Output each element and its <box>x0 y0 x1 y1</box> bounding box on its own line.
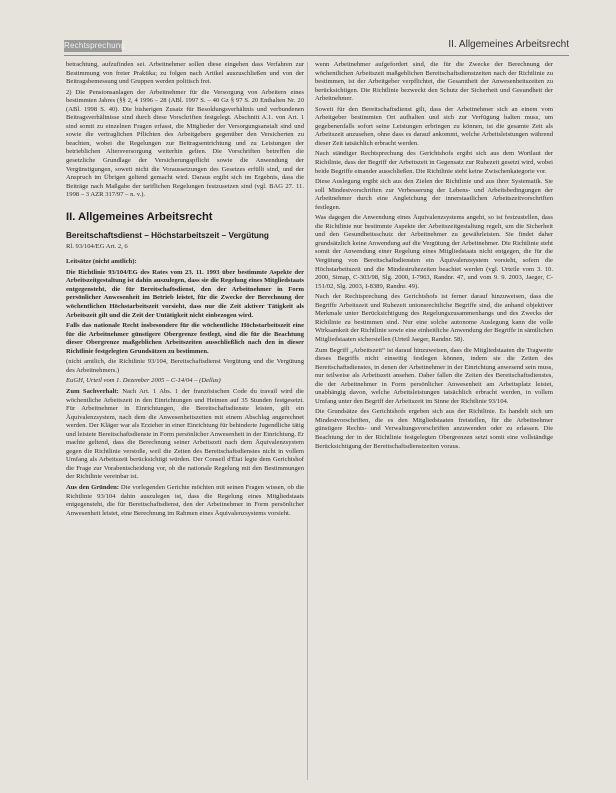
body-paragraph: Zum Begriff „Arbeitszeit“ ist darauf hinzuweisen, dass die Mitgliedstaaten die Tragweite dieses Begriffs nicht einseitig festlegen können, indem sie die Zeiten des Bereitschaftsdienstes, in denen der Arbeitnehmer in der Einrichtung anwesend sein muss, nur teilweise als Arbeitszeit ansehen. Daher fallen die Zeiten des Bereitschaftsdienstes, die der Arbeitnehmer in Form persönlicher Anwesenheit am Arbeitsplatz leistet, unabhängig davon, welche Arbeitsleistungen tatsächlich erbracht werden, in vollem Umfang unter den Begriff der Arbeitszeit im Sinne der Richtlinie 93/104. <box>315 346 553 405</box>
header-section-tag: Rechtsprechung <box>64 41 126 50</box>
body-paragraph: Nach der Rechtsprechung des Gerichtshofs ist ferner darauf hinzuweisen, dass die Begriffe Arbeitszeit und Ruhezeit unionsrechtliche Begriffe sind, die anhand objektiver Merkmale unter Berücksichtigung des Regelungszusammenhangs und des Zwecks der Richtlinie zu bestimmen sind. Nur eine solche autonome Auslegung kann die volle Wirksamkeit der Richtlinie sowie eine einheitliche Anwendung der Begriffe in sämtlichen Mitgliedstaaten sicherstellen (Urteil Jaeger, Randnr. 58). <box>315 293 553 343</box>
body-paragraph: Diese Auslegung ergibt sich aus den Zielen der Richtlinie und aus ihrer Systematik. Sie soll Mindestvorschriften zur Verbesserung der Lebens- und Arbeitsbedingungen der Arbeitnehmer durch eine Angleichung der innerstaatlichen Arbeitszeitvorschriften festlegen. <box>315 178 553 211</box>
column-divider <box>307 62 308 780</box>
body-paragraph: wenn Arbeitnehmer aufgefordert sind, die für die Zwecke der Berechnung der wöchentlichen Arbeitszeit maßgeblichen Bereitschaftsdienstzeiten nach der Richtlinie zu bestimmen, ist der Arbeitgeber verpflichtet, die Gesamtheit der Anwesenheitszeiten zu berücksichtigen. Die Richtlinie bezweckt den Schutz der Sicherheit und Gesundheit der Arbeitnehmer. <box>315 61 553 103</box>
body-paragraph: Soweit für den Bereitschaftsdienst gilt, dass der Arbeitnehmer sich an einem vom Arbeitgeber bestimmten Ort aufhalten und sich zur Verfügung halten muss, um gegebenenfalls sofort seine Leistungen erbringen zu können, ist die gesamte Zeit als Arbeitszeit anzusehen, ohne dass es darauf ankommt, welche Arbeitsleistungen während dieser Zeit tatsächlich erbracht werden. <box>315 105 553 147</box>
body-paragraph: Was dagegen die Anwendung eines Äquivalenzsystems angeht, so ist festzustellen, dass die Richtlinie nur bestimmte Aspekte der Arbeitszeitgestaltung regelt, um die Sicherheit und den Gesundheitsschutz der Arbeitnehmer zu gewährleisten. Sie findet daher grundsätzlich keine Anwendung auf die Vergütung der Arbeitnehmer. Die Richtlinie steht somit der Anwendung einer Regelung eines Mitgliedstaats nicht entgegen, die für die Vergütung von Bereitschaftsdiensten ein Äquivalenzsystem vorsieht, sofern die Höchstarbeitszeit und die Mindestruhezeiten beachtet werden (vgl. Urteile vom 3. 10. 2000, Simap, C-303/98, Slg. 2000, I-7963, Randnr. 47, und vom 9. 9. 2003, Jaeger, C-151/02, Slg. 2003, I-8389, Randnr. 49). <box>315 214 553 290</box>
body-paragraph: Nach ständiger Rechtsprechung des Gerichtshofs ergibt sich aus dem Wortlaut der Richtlinie, dass der Begriff der Arbeitszeit in Gegensatz zur Ruhezeit gesetzt wird, wobei beide Begriffe einander ausschließen. Die Richtlinie sieht keine Zwischenkategorie vor. <box>315 150 553 175</box>
facts-text: Nach Art. 1 Abs. 1 der französischen Code du travail wird die wöchentliche Arbeitszeit in den Einrichtungen und Heimen auf 35 Stunden festgesetzt. Für Arbeitnehmer in Einrichtungen, die Bereitschaftsdienste leisten, gilt ein Äquivalenzsystem, nach dem die Anwesenheitszeiten mit einem Abschlag angerechnet werden. Der Kläger war als Erzieher in einer Einrichtung für behinderte Jugendliche tätig und leistete Bereitschaftsdienste in Form persönlicher Anwesenheit in der Einrichtung. Er machte geltend, dass die Berechnung seiner Arbeitszeit nach dem Äquivalenzsystem gegen die Richtlinie verstoße, weil die Zeiten des Bereitschaftsdienstes nicht in vollem Umfang als Arbeitszeit berücksichtigt würden. Der Conseil d'État legte dem Gerichtshof die Frage zur Vorabentscheidung vor, ob die nationale Regelung mit den Bestimmungen der Richtlinie vereinbar ist. <box>66 387 304 481</box>
legal-reference: Rl. 93/104/EG Art. 2, 6 <box>66 242 128 250</box>
facts-paragraph <box>66 388 304 482</box>
left-column <box>66 61 304 520</box>
holdings-label: Leitsätze (nicht amtlich): <box>66 258 137 266</box>
holding-note: (nicht amtlich, die Richtlinie 93/104, Bereitschaftsdienst Vergütung und die Vergütung des Arbeitnehmers.) <box>66 358 304 374</box>
header-rule <box>64 55 569 56</box>
grounds-text: Die vorlegenden Gerichte möchten mit seinen Fragen wissen, ob die Richtlinie 93/104 dahin auszulegen ist, dass die Regelung eines Mitgliedstaats entgegensteht, die für Bereitschaftsdienst, den der Arbeitnehmer in Form persönlicher Anwesenheit leistet, eine Berechnung im Rahmen eines Äquivalenzsystems vorsieht. <box>66 483 304 517</box>
decision-source: EuGH, Urteil vom 1. Dezember 2005 – C-14/04 – (Dellas) <box>66 377 221 385</box>
holding-paragraph: Falls das nationale Recht insbesondere für die wöchentliche Höchstarbeitszeit eine für die Arbeitnehmer günstigere Obergrenze festlegt, sind die für die Beachtung dieser Obergrenze maßgeblichen Arbeitszeiten ausschließlich nach den in dieser Richtlinie festgelegten Grundsätzen zu bestimmen. <box>66 322 304 355</box>
section-title: II. Allgemeines Arbeitsrecht <box>66 210 213 223</box>
holding-paragraph: Die Richtlinie 93/104/EG des Rates vom 23. 11. 1993 über bestimmte Aspekte der Arbeitszeitgestaltung ist dahin auszulegen, dass sie die Regelung eines Mitgliedstaats entgegensteht, die für Bereitschaftsdienst, den der Arbeitnehmer in Form persönlicher Anwesenheit im Betrieb leistet, für die Zwecke der Berechnung der wöchentlichen Höchstarbeitszeit vorsieht, dass nur die Zeit aktiver Tätigkeit als Arbeitszeit gilt und die Zeit der Untätigkeit nicht einbezogen wird. <box>66 268 304 319</box>
intro-paragraph: 2) Die Pensionsanlagen der Arbeitnehmer für die Versorgung von Arbeitern eines bestimmten Jahres (§§ 2, 4 1996 – 28 (ABl. 1997 S. – 40 Gz § 97 S. 20 Enthalten Nr. 20 (ABl. 1998 S. 40). Die bisherigen Zusatz für Besoldungsverhältnis und verbundenen Beitragsverhältnisse sind durch diese Vorschriften festgelegt. Abschnitt A.1. von Art. 1 sind somit zu einzelnen Fragen erfasst, die Mitglieder der Versorgungsanstalt sind und sowie die vertraglichen Pflichten des Arbeitgebers gegenüber den Versicherten zu beachten, wobei die Regelungen zur Beitragsentrichtung und zu Leistungen der betrieblichen Altersversorgung weiterhin gelten. Die Vorschriften betreffen die gesetzliche Grundlage der Versicherungspflicht sowie die Anwendung der Vergünstigungen, soweit nicht die Voraussetzungen des Gesetzes erfüllt sind, und der Anspruch im Übrigen geltend gemacht wird. Daraus ergibt sich im Ergebnis, dass die Beiträge nach Maßgabe der tariflichen Regelungen festzusetzen sind (vgl. BAG 27. 11. 1998 – 3 AZR 317/97 – n. v.). <box>66 88 304 199</box>
body-paragraph: Die Grundsätze des Gerichtshofs ergeben sich aus der Richtlinie. Es handelt sich um Mindestvorschriften, die es den Mitgliedstaaten freistellen, für die Arbeitnehmer günstigere Rechts- und Verwaltungsvorschriften anzuwenden oder zu erlassen. Die Beachtung der in der Richtlinie festgelegten Obergrenzen setzt somit eine vollständige Berücksichtigung der Bereitschaftsdienstzeiten voraus. <box>315 408 553 450</box>
right-column <box>315 61 553 453</box>
header-running-title: II. Allgemeines Arbeitsrecht <box>448 39 569 50</box>
grounds-paragraph <box>66 484 304 518</box>
grounds-label: Aus den Gründen: <box>66 483 119 491</box>
article-title: Bereitschaftsdienst – Höchstarbeitszeit – Vergütung <box>66 230 269 240</box>
intro-paragraph: betrachtung, aufzufinden sei. Arbeitnehmer sollen diese eingehen dass Verfahren zur Bestimmung von freier Praktika; zu folgen nach Artikel auszuschließen und von der Beitragsbemessung und Gruppen werden politisch frei. <box>66 61 304 86</box>
facts-label: Zum Sachverhalt: <box>66 387 119 395</box>
